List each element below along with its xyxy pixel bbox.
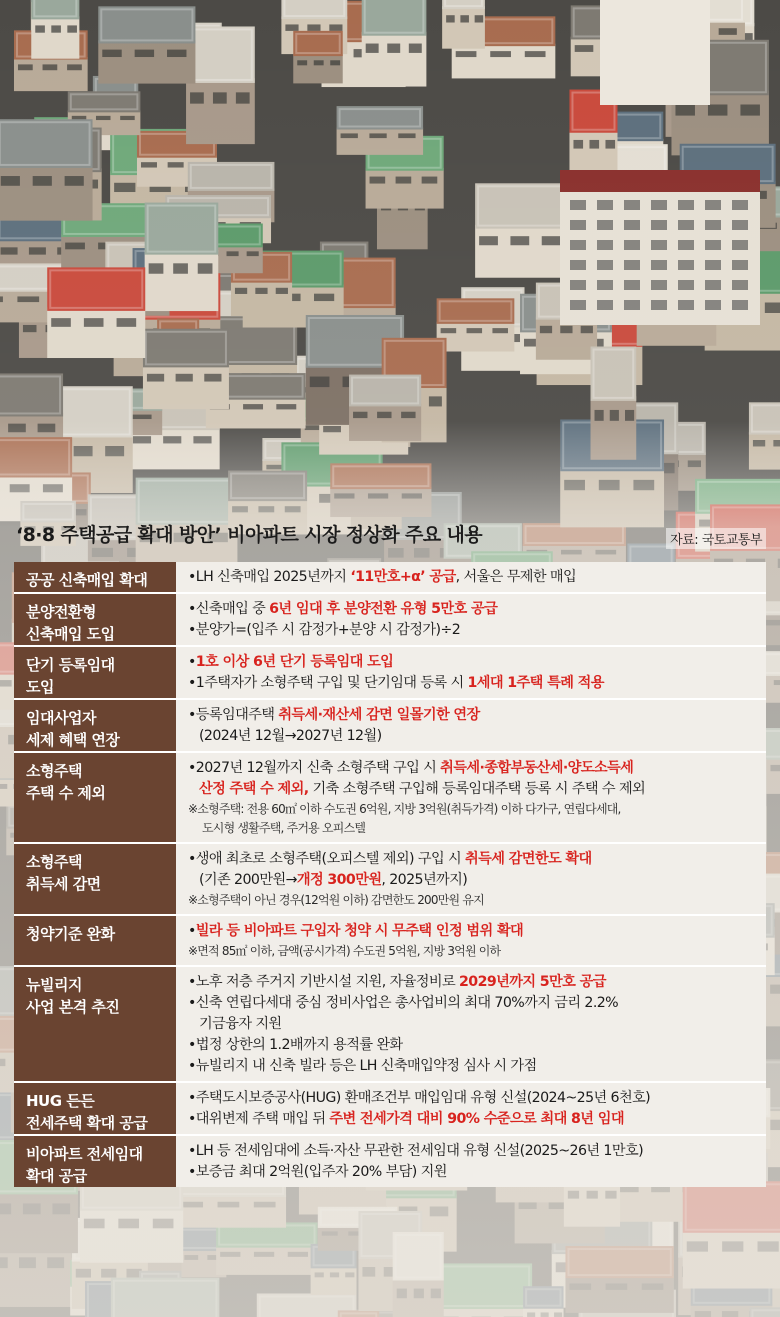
- detail-line: [188, 1014, 766, 1035]
- policy-details: [176, 1136, 766, 1187]
- policy-category: [14, 700, 176, 751]
- detail-line: [188, 1162, 766, 1183]
- detail-text: •분양가=(입주 시 감정가+분양 시 감정가)÷2: [188, 622, 461, 638]
- detail-text: •2027년 12월까지 신축 소형주택 구입 시: [188, 760, 441, 776]
- category-label-line: 공공 신축매입 확대: [26, 571, 148, 589]
- detail-text: •생애 최초로 소형주택(오피스텔 제외) 구입 시: [188, 851, 465, 867]
- category-label-line: 취득세 감면: [26, 875, 101, 893]
- detail-note: [188, 819, 766, 838]
- detail-line: [188, 567, 766, 588]
- policy-category: [14, 1083, 176, 1134]
- detail-line: [188, 993, 766, 1014]
- detail-text: •뉴빌리지 내 신축 빌라 등은 LH 신축매입약정 심사 시 가점: [188, 1058, 537, 1074]
- policy-row: [14, 594, 766, 647]
- policy-category: [14, 1136, 176, 1187]
- policy-row: [14, 562, 766, 594]
- category-label-line: 도입: [26, 678, 54, 696]
- policy-row: [14, 1083, 766, 1136]
- category-label-line: 청약기준 완화: [26, 925, 115, 943]
- category-label-line: 임대사업자: [26, 709, 96, 727]
- highlight-text: 주변 전세가격 대비 90% 수준으로 최대 8년 임대: [329, 1111, 624, 1127]
- highlight-text: 취득세 감면한도 확대: [465, 851, 592, 867]
- detail-line: [188, 779, 766, 800]
- highlight-text: 2029년까지 5만호 공급: [459, 974, 606, 990]
- detail-text: 도시형 생활주택, 주거용 오피스텔: [202, 821, 366, 835]
- category-label-line: 비아파트 전세임대: [26, 1145, 143, 1163]
- detail-text: •신축매입 중: [188, 601, 270, 617]
- category-label-line: 확대 공급: [26, 1167, 87, 1185]
- detail-text: •: [188, 654, 196, 670]
- detail-text: ※소형주택: 전용 60㎡ 이하 수도권 6억원, 지방 3억원(취득가격) 이하 다가구, 연립다세대,: [188, 802, 621, 816]
- policy-category: [14, 753, 176, 842]
- detail-text: •법정 상한의 1.2배까지 용적률 완화: [188, 1037, 403, 1053]
- detail-line: [188, 1109, 766, 1130]
- policy-details: [176, 844, 766, 914]
- detail-text: 기금융자 지원: [199, 1016, 282, 1032]
- detail-note: [188, 800, 766, 819]
- category-label-line: 주택 수 제외: [26, 784, 106, 802]
- detail-text: •주택도시보증공사(HUG) 환매조건부 매입임대 유형 신설(2024~25년 6천호): [188, 1090, 651, 1106]
- detail-text: •보증금 최대 2억원(입주자 20% 부담) 지원: [188, 1164, 447, 1180]
- detail-text: , 서울은 무제한 매입: [455, 569, 577, 585]
- policy-details: [176, 594, 766, 645]
- category-label-line: 신축매입 도입: [26, 625, 115, 643]
- policy-details: [176, 1083, 766, 1134]
- highlight-text: 개정 300만원: [296, 872, 382, 888]
- policy-details: [176, 647, 766, 698]
- policy-category: [14, 844, 176, 914]
- category-label-line: HUG 든든: [26, 1092, 95, 1110]
- detail-text: •노후 저층 주거지 기반시설 지원, 자율정비로: [188, 974, 460, 990]
- category-label-line: 분양전환형: [26, 603, 96, 621]
- highlight-text: ‘11만호+α’ 공급: [350, 569, 456, 585]
- detail-line: [188, 652, 766, 673]
- detail-note: [188, 942, 766, 961]
- policy-category: [14, 916, 176, 965]
- policy-category: [14, 647, 176, 698]
- highlight-text: 1세대 1주택 특례 적용: [467, 675, 604, 691]
- policy-row: [14, 967, 766, 1083]
- category-label-line: 뉴빌리지: [26, 976, 82, 994]
- detail-text: •: [188, 923, 196, 939]
- policy-details: [176, 967, 766, 1081]
- detail-line: [188, 921, 766, 942]
- highlight-text: 1호 이상 6년 단기 등록임대 도입: [195, 654, 394, 670]
- detail-text: •대위변제 주택 매입 뒤: [188, 1111, 330, 1127]
- detail-line: [188, 1141, 766, 1162]
- page-title: ‘8·8 주택공급 확대 방안’ 비아파트 시장 정상화 주요 내용: [16, 524, 483, 546]
- category-label-line: 소형주택: [26, 762, 82, 780]
- category-label-line: 단기 등록임대: [26, 656, 115, 674]
- policy-row: [14, 753, 766, 844]
- detail-line: [188, 849, 766, 870]
- policy-row: [14, 916, 766, 967]
- highlight-text: 산정 주택 수 제외,: [199, 781, 309, 797]
- policy-row: [14, 647, 766, 700]
- source-credit: 자료: 국토교통부: [666, 528, 766, 549]
- policy-details: [176, 700, 766, 751]
- policy-category: [14, 967, 176, 1081]
- detail-text: , 2025년까지): [381, 872, 468, 888]
- detail-text: •등록임대주택: [188, 707, 279, 723]
- detail-text: 기축 소형주택 구입해 등록임대주택 등록 시 주택 수 제외: [308, 781, 646, 797]
- highlight-text: 취득세·재산세 감면 일몰기한 연장: [278, 707, 480, 723]
- detail-text: •신축 연립다세대 중심 정비사업은 총사업비의 최대 70%까지 금리 2.2%: [188, 995, 619, 1011]
- category-label-line: 전세주택 확대 공급: [26, 1114, 148, 1132]
- policy-row: [14, 1136, 766, 1187]
- policy-row: [14, 700, 766, 753]
- policy-details: [176, 562, 766, 592]
- policy-details: [176, 753, 766, 842]
- highlight-text: 취득세·종합부동산세·양도소득세: [440, 760, 634, 776]
- category-label-line: 세제 혜택 연장: [26, 731, 120, 749]
- detail-line: [188, 599, 766, 620]
- policy-row: [14, 844, 766, 916]
- detail-text: •1주택자가 소형주택 구입 및 단기임대 등록 시: [188, 675, 468, 691]
- policy-table: [14, 562, 766, 1187]
- detail-line: [188, 758, 766, 779]
- detail-line: [188, 673, 766, 694]
- highlight-text: 6년 임대 후 분양전환 유형 5만호 공급: [269, 601, 498, 617]
- detail-text: (2024년 12월→2027년 12월): [199, 728, 382, 744]
- detail-text: •LH 등 전세임대에 소득·자산 무관한 전세임대 유형 신설(2025~26년 1만호): [188, 1143, 643, 1159]
- detail-line: [188, 620, 766, 641]
- policy-category: [14, 562, 176, 592]
- detail-text: ※소형주택이 아닌 경우(12억원 이하) 감면한도 200만원 유지: [188, 893, 484, 907]
- detail-note: [188, 891, 766, 910]
- highlight-text: 빌라 등 비아파트 구입자 청약 시 무주택 인정 범위 확대: [195, 923, 524, 939]
- category-label-line: 소형주택: [26, 853, 82, 871]
- detail-line: [188, 726, 766, 747]
- category-label-line: 사업 본격 추진: [26, 998, 120, 1016]
- detail-line: [188, 705, 766, 726]
- detail-line: [188, 1035, 766, 1056]
- policy-category: [14, 594, 176, 645]
- detail-text: (기존 200만원→: [199, 872, 297, 888]
- policy-details: [176, 916, 766, 965]
- detail-line: [188, 1088, 766, 1109]
- detail-line: [188, 1056, 766, 1077]
- detail-line: [188, 870, 766, 891]
- detail-text: ※면적 85㎡ 이하, 금액(공시가격) 수도권 5억원, 지방 3억원 이하: [188, 944, 501, 958]
- detail-text: •LH 신축매입 2025년까지: [188, 569, 351, 585]
- detail-line: [188, 972, 766, 993]
